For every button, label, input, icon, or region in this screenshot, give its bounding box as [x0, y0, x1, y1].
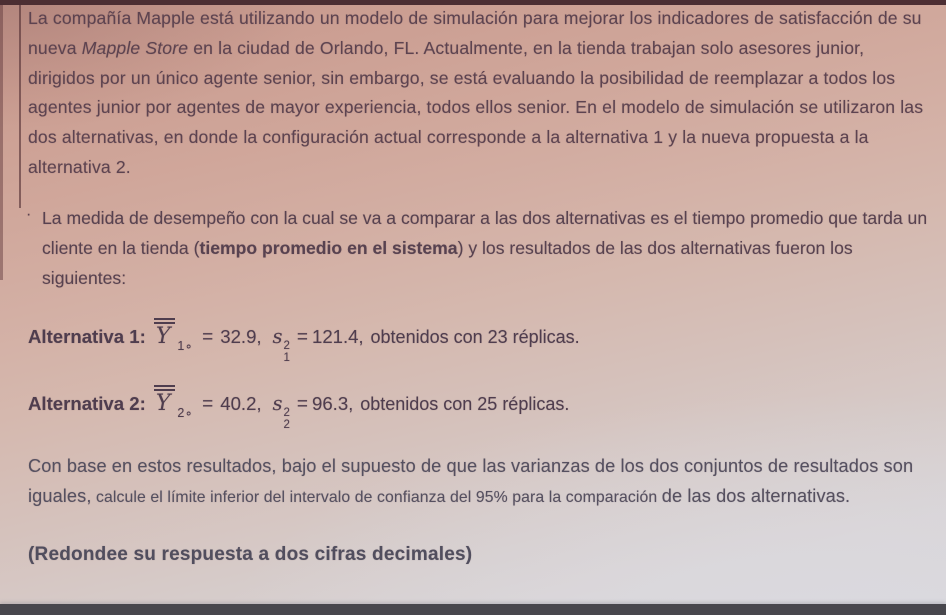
s-sup-sub-stack [283, 340, 289, 364]
alternative-1-row [28, 315, 934, 368]
s-variable: s [272, 391, 283, 415]
replicas-text: obtenidos con 25 réplicas. [360, 393, 570, 414]
question-text-2: de las dos alternativas. [661, 486, 851, 507]
comma: , [256, 326, 262, 347]
s-subscript: 2 [283, 418, 290, 431]
mean-of-means-symbol [154, 315, 193, 368]
variance-value: 96.3 [311, 392, 349, 414]
sample-variance-symbol [272, 382, 289, 431]
equals-sign: = [202, 393, 214, 415]
bullet-dot: · [26, 205, 32, 223]
equals-sign: = [296, 393, 308, 415]
measure-text-1: La medida de desempeño con la cual se va a comparar a las dos alternativas es el tiempo promedio que tarda un cliente en la tienda ( [42, 207, 928, 258]
s-superscript: 2 [283, 339, 290, 352]
left-edge-shade [0, 0, 3, 280]
alternative-1-label: Alternativa 1: [28, 325, 146, 347]
comma: , [348, 393, 354, 414]
y-subscript: 1∘ [177, 338, 194, 353]
bottom-edge-bar [0, 604, 946, 615]
comma: , [256, 393, 262, 414]
variance-value: 121.4 [311, 325, 359, 347]
intro-text-1: La compañía Mapple está utilizando un modelo de simulación para mejorar los indicadores de satisfacción de su nueva [28, 8, 922, 58]
question-text-small: calcule el límite inferior del intervalo de confianza del 95% para la comparación [91, 489, 662, 507]
mean-value: 32.9 [220, 325, 257, 347]
equals-sign: = [296, 326, 308, 348]
replicas-text: obtenidos con 23 réplicas. [370, 326, 580, 347]
s-variable: s [272, 324, 283, 348]
s-superscript: 2 [283, 406, 290, 419]
measure-paragraph [26, 203, 934, 293]
rounding-note: (Redondee su respuesta a dos cifras decimales) [28, 543, 473, 565]
intro-text-2: en la ciudad de Orlando, FL. Actualmente, en la tienda trabajan solo asesores junior, dirigidos por un único agente senior, sin embargo, se está evaluando la posibilidad de reemplazar a todos los agentes junior por agentes de mayor experiencia, todos ellos senior. En el modelo de simulación se utilizaron las dos alternativas, en donde la configuración actual corresponde a la alternativa 1 y la nueva propuesta a la alternativa 2. [28, 37, 924, 177]
s-sup-sub-stack [283, 407, 289, 431]
store-name-italic: Mapple Store [81, 37, 189, 58]
equals-sign: = [202, 326, 214, 348]
s-subscript: 1 [283, 351, 290, 364]
sample-variance-symbol [272, 315, 289, 364]
measure-text-2: ) y los resultados de las dos alternativas fueron los siguientes: [42, 237, 853, 288]
measure-bold-term: tiempo promedio en el sistema [199, 237, 458, 258]
alternative-2-label: Alternativa 2: [28, 392, 146, 414]
alternative-2-row [28, 382, 934, 435]
double-overline [154, 318, 176, 348]
mean-of-means-symbol [154, 382, 193, 435]
y-subscript: 2∘ [177, 405, 194, 420]
top-edge-bar [0, 0, 946, 5]
question-text-1: Con base en estos resultados, bajo el supuesto de que las varianzas de los dos conjuntos de resultados son iguales, [28, 455, 914, 507]
double-overline [154, 385, 176, 415]
comma: , [358, 326, 364, 347]
intro-paragraph [28, 4, 934, 183]
left-margin-rule [19, 5, 21, 208]
y-variable: Y [154, 322, 176, 348]
question-paragraph [28, 451, 934, 514]
mean-value: 40.2 [220, 392, 257, 414]
y-variable: Y [154, 389, 176, 415]
